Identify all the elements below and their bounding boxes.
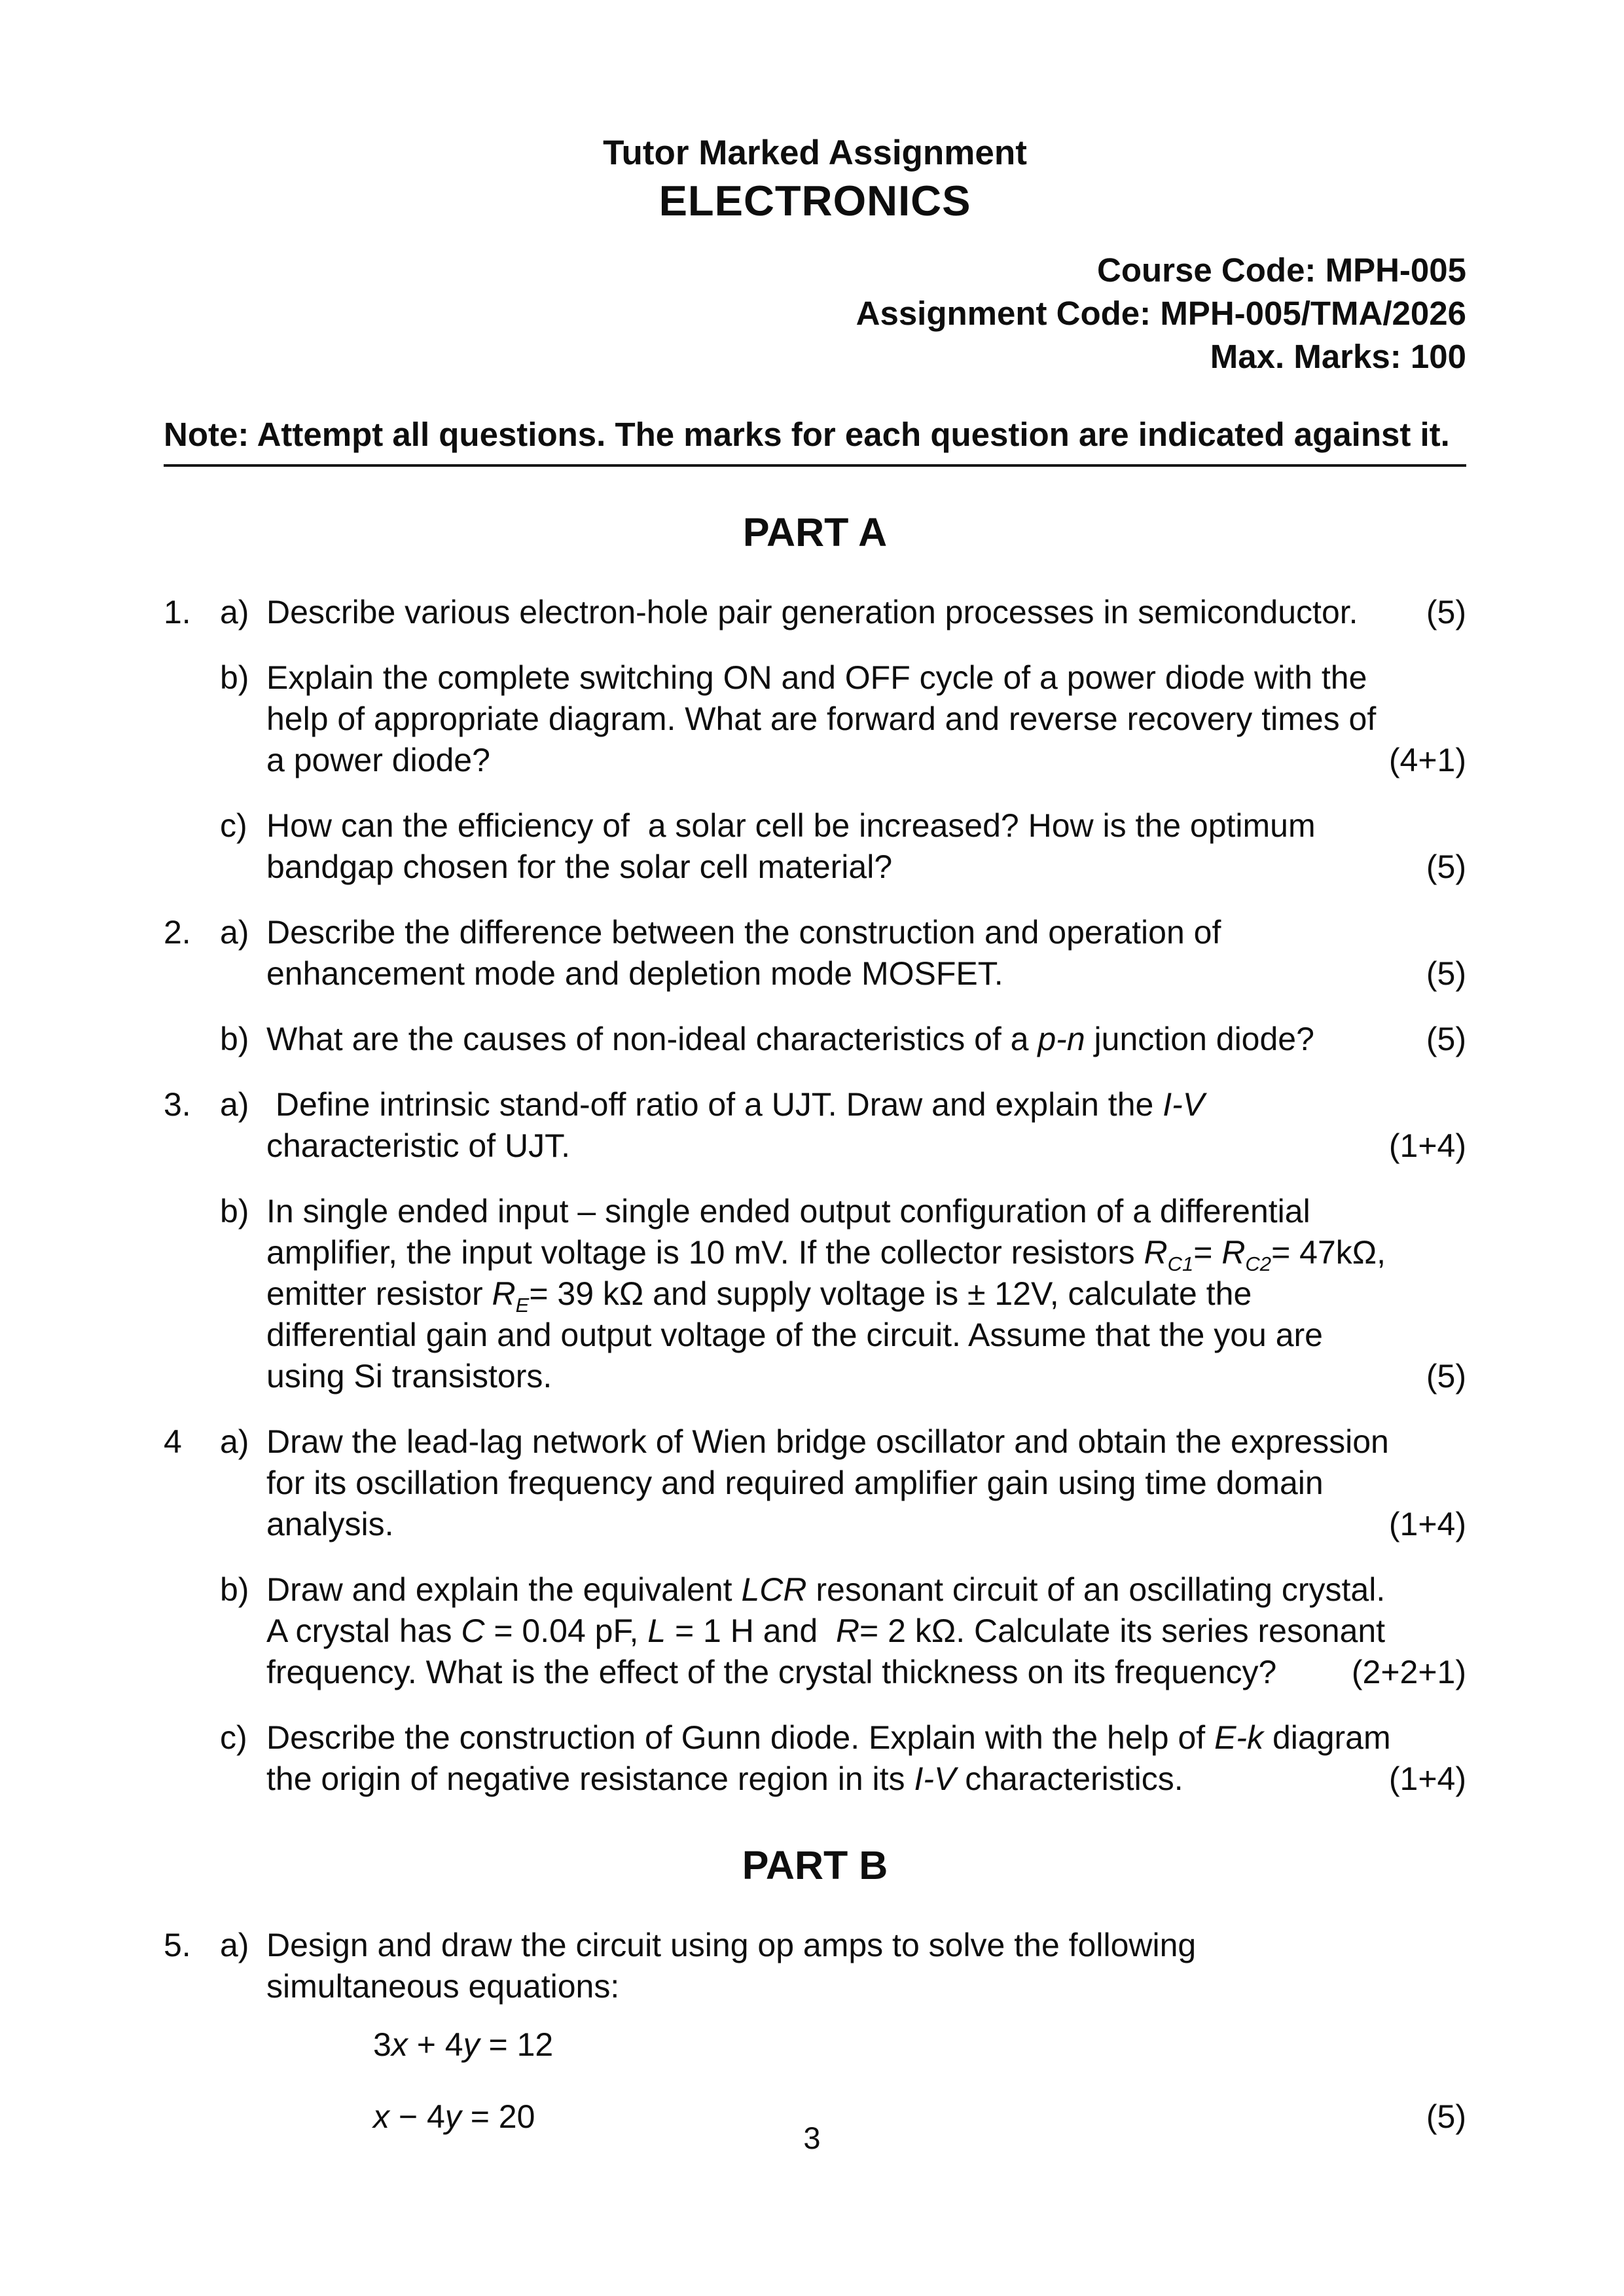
text-segment: Describe various electron-hole pair generation processes in semiconductor. bbox=[266, 593, 1358, 630]
text-segment: = bbox=[1193, 1233, 1222, 1271]
question-marks: (5) bbox=[1426, 2098, 1466, 2135]
section-title: PART B bbox=[742, 1842, 888, 1887]
italic-text-segment: I-V bbox=[1163, 1085, 1205, 1123]
question-letter: c) bbox=[220, 807, 247, 844]
question-text bbox=[266, 805, 1396, 888]
question-number bbox=[164, 1019, 220, 1060]
question-marks: (1+4) bbox=[1388, 1127, 1466, 1164]
question-main bbox=[266, 1019, 1396, 1060]
italic-text-segment: R bbox=[1221, 1233, 1246, 1271]
italic-text-segment: LCR bbox=[741, 1571, 807, 1608]
question-number bbox=[164, 1191, 220, 1397]
italic-text-segment: R bbox=[835, 1612, 860, 1649]
text-segment: Explain the complete switching ON and OFF cycle of a power diode with the help of appropriate diagram. What are forward and reverse recovery times of a power diode? bbox=[266, 659, 1386, 778]
text-segment: = 20 bbox=[461, 2098, 535, 2135]
question-text bbox=[266, 657, 1396, 781]
question-text bbox=[266, 1569, 1396, 1693]
question-text bbox=[266, 1084, 1396, 1167]
question-marks: (5) bbox=[1426, 848, 1466, 885]
text-segment: = 47kΩ, emitter resistor bbox=[266, 1233, 1395, 1312]
question-marks: (2+2+1) bbox=[1351, 1653, 1466, 1690]
question-text bbox=[266, 1019, 1396, 1060]
question-letter: a) bbox=[220, 1423, 249, 1460]
italic-text-segment: x bbox=[391, 2026, 408, 2063]
question-letter: c) bbox=[220, 1719, 247, 1756]
note-text: Note: Attempt all questions. The marks for each question are indicated against it. bbox=[164, 415, 1450, 453]
section bbox=[164, 509, 1466, 1800]
question-number bbox=[164, 805, 220, 888]
question-main bbox=[266, 805, 1396, 888]
text-segment: = 2 kΩ. Calculate its series resonant frequency. What is the effect of the crystal thickness on its frequency? bbox=[266, 1612, 1394, 1690]
text-segment: = 0.04 pF, bbox=[484, 1612, 648, 1649]
course-code: Course Code: MPH-005 bbox=[1097, 251, 1466, 289]
text-segment: 3 bbox=[373, 2026, 391, 2063]
max-marks: Max. Marks: 100 bbox=[1210, 337, 1466, 375]
question-main bbox=[266, 1084, 1396, 1167]
italic-text-segment: x bbox=[373, 2098, 389, 2135]
text-segment: Define intrinsic stand-off ratio of a UJT. Draw and explain the bbox=[266, 1085, 1163, 1123]
question-text bbox=[266, 1421, 1396, 1545]
question-part bbox=[164, 1569, 1466, 1693]
text-segment: junction diode? bbox=[1085, 1020, 1314, 1057]
text-segment: = 1 H and bbox=[666, 1612, 836, 1649]
sections bbox=[164, 509, 1466, 2138]
italic-text-segment: R bbox=[492, 1275, 516, 1312]
text-segment: resonant circuit of an oscillating crystal. A crystal has bbox=[266, 1571, 1393, 1649]
question-letter: a) bbox=[220, 593, 249, 630]
document-content bbox=[164, 0, 1466, 2138]
question-marks: (1+4) bbox=[1388, 1505, 1466, 1542]
text-segment: In single ended input – single ended output configuration of a differential amplifier, the input voltage is 10 mV. If the collector resistors bbox=[266, 1192, 1320, 1271]
text-segment: + 4 bbox=[407, 2026, 463, 2063]
question-text bbox=[266, 912, 1396, 994]
italic-text-segment: p-n bbox=[1038, 1020, 1085, 1057]
question-part bbox=[164, 805, 1466, 888]
question-letter: b) bbox=[220, 1192, 249, 1230]
section-parts bbox=[164, 1925, 1466, 2138]
assignment-code: Assignment Code: MPH-005/TMA/2026 bbox=[856, 294, 1466, 332]
question-main bbox=[266, 912, 1396, 994]
question-marks: (5) bbox=[1426, 955, 1466, 992]
question-letter: a) bbox=[220, 1085, 249, 1123]
question-part bbox=[164, 1191, 1466, 1397]
question-part bbox=[164, 1717, 1466, 1800]
question-main bbox=[266, 1925, 1396, 2138]
question-main bbox=[266, 1569, 1396, 1693]
question-text bbox=[266, 1191, 1396, 1397]
italic-text-segment: y bbox=[463, 2026, 480, 2063]
italic-text-segment: L bbox=[647, 1612, 666, 1649]
italic-text-segment: C1 bbox=[1167, 1252, 1194, 1275]
question-part bbox=[164, 592, 1466, 633]
text-segment: − 4 bbox=[389, 2098, 445, 2135]
question-letter: b) bbox=[220, 1571, 249, 1608]
question-text bbox=[266, 1717, 1400, 1800]
question-marks: (4+1) bbox=[1388, 741, 1466, 778]
question-main bbox=[266, 1421, 1396, 1545]
question-text bbox=[266, 1925, 1396, 2007]
question-marks: (5) bbox=[1426, 1020, 1466, 1057]
text-segment: Design and draw the circuit using op amps to solve the following simultaneous equations: bbox=[266, 1926, 1206, 2005]
text-segment: What are the causes of non-ideal characteristics of a bbox=[266, 1020, 1038, 1057]
text-segment: How can the efficiency of a solar cell be increased? How is the optimum bandgap chosen for the solar cell material? bbox=[266, 807, 1325, 885]
question-main bbox=[266, 1191, 1396, 1397]
italic-text-segment: I-V bbox=[914, 1760, 956, 1797]
question-number: 5. bbox=[164, 1926, 191, 1963]
question-number bbox=[164, 1569, 220, 1693]
question-number: 1. bbox=[164, 593, 191, 630]
question-marks: (1+4) bbox=[1388, 1760, 1466, 1797]
text-segment: Draw the lead-lag network of Wien bridge oscillator and obtain the expression for its oscillation frequency and required amplifier gain using time domain analysis. bbox=[266, 1423, 1398, 1542]
italic-text-segment: C bbox=[461, 1612, 485, 1649]
assignment-type-title: Tutor Marked Assignment bbox=[603, 134, 1027, 172]
course-title: ELECTRONICS bbox=[659, 176, 971, 225]
text-segment: diagram the origin of negative resistance region in its bbox=[266, 1719, 1400, 1797]
question-marks: (5) bbox=[1426, 1357, 1466, 1394]
question-marks: (5) bbox=[1426, 593, 1466, 630]
page-number: 3 bbox=[803, 2121, 821, 2155]
question-part bbox=[164, 1421, 1466, 1545]
question-part bbox=[164, 1084, 1466, 1167]
text-segment: Describe the difference between the construction and operation of enhancement mode and depletion mode MOSFET. bbox=[266, 913, 1231, 992]
question-number: 3. bbox=[164, 1085, 191, 1123]
text-segment: Describe the construction of Gunn diode. Explain with the help of bbox=[266, 1719, 1215, 1756]
section-parts bbox=[164, 592, 1466, 1800]
question-number: 2. bbox=[164, 913, 191, 951]
question-number: 4 bbox=[164, 1423, 182, 1460]
question-letter: b) bbox=[220, 1020, 249, 1057]
text-segment: = 39 kΩ and supply voltage is ± 12V, calculate the differential gain and output voltage of the circuit. Assume that the you are using Si transistors. bbox=[266, 1275, 1332, 1394]
italic-text-segment: E bbox=[515, 1293, 530, 1317]
italic-text-segment: C2 bbox=[1245, 1252, 1272, 1275]
italic-text-segment: y bbox=[444, 2098, 461, 2135]
text-segment: = 12 bbox=[479, 2026, 554, 2063]
text-segment: characteristic of UJT. bbox=[266, 1085, 1214, 1164]
italic-text-segment: R bbox=[1144, 1233, 1168, 1271]
section-title: PART A bbox=[742, 509, 888, 555]
text-segment: Draw and explain the equivalent bbox=[266, 1571, 742, 1608]
equation bbox=[373, 2024, 1396, 2066]
question-main bbox=[266, 1717, 1400, 1800]
question-main bbox=[266, 592, 1396, 633]
question-part bbox=[164, 657, 1466, 781]
question-part bbox=[164, 912, 1466, 994]
question-part bbox=[164, 1019, 1466, 1060]
question-number bbox=[164, 657, 220, 781]
section bbox=[164, 1842, 1466, 2138]
text-segment: characteristics. bbox=[956, 1760, 1183, 1797]
question-letter: b) bbox=[220, 659, 249, 696]
course-info bbox=[164, 249, 1466, 378]
italic-text-segment: E-k bbox=[1214, 1719, 1264, 1756]
question-letter: a) bbox=[220, 1926, 249, 1963]
question-number bbox=[164, 1717, 220, 1800]
question-letter: a) bbox=[220, 913, 249, 951]
question-main bbox=[266, 657, 1396, 781]
question-part bbox=[164, 1925, 1466, 2138]
note-rule bbox=[164, 464, 1466, 467]
question-text bbox=[266, 592, 1396, 633]
